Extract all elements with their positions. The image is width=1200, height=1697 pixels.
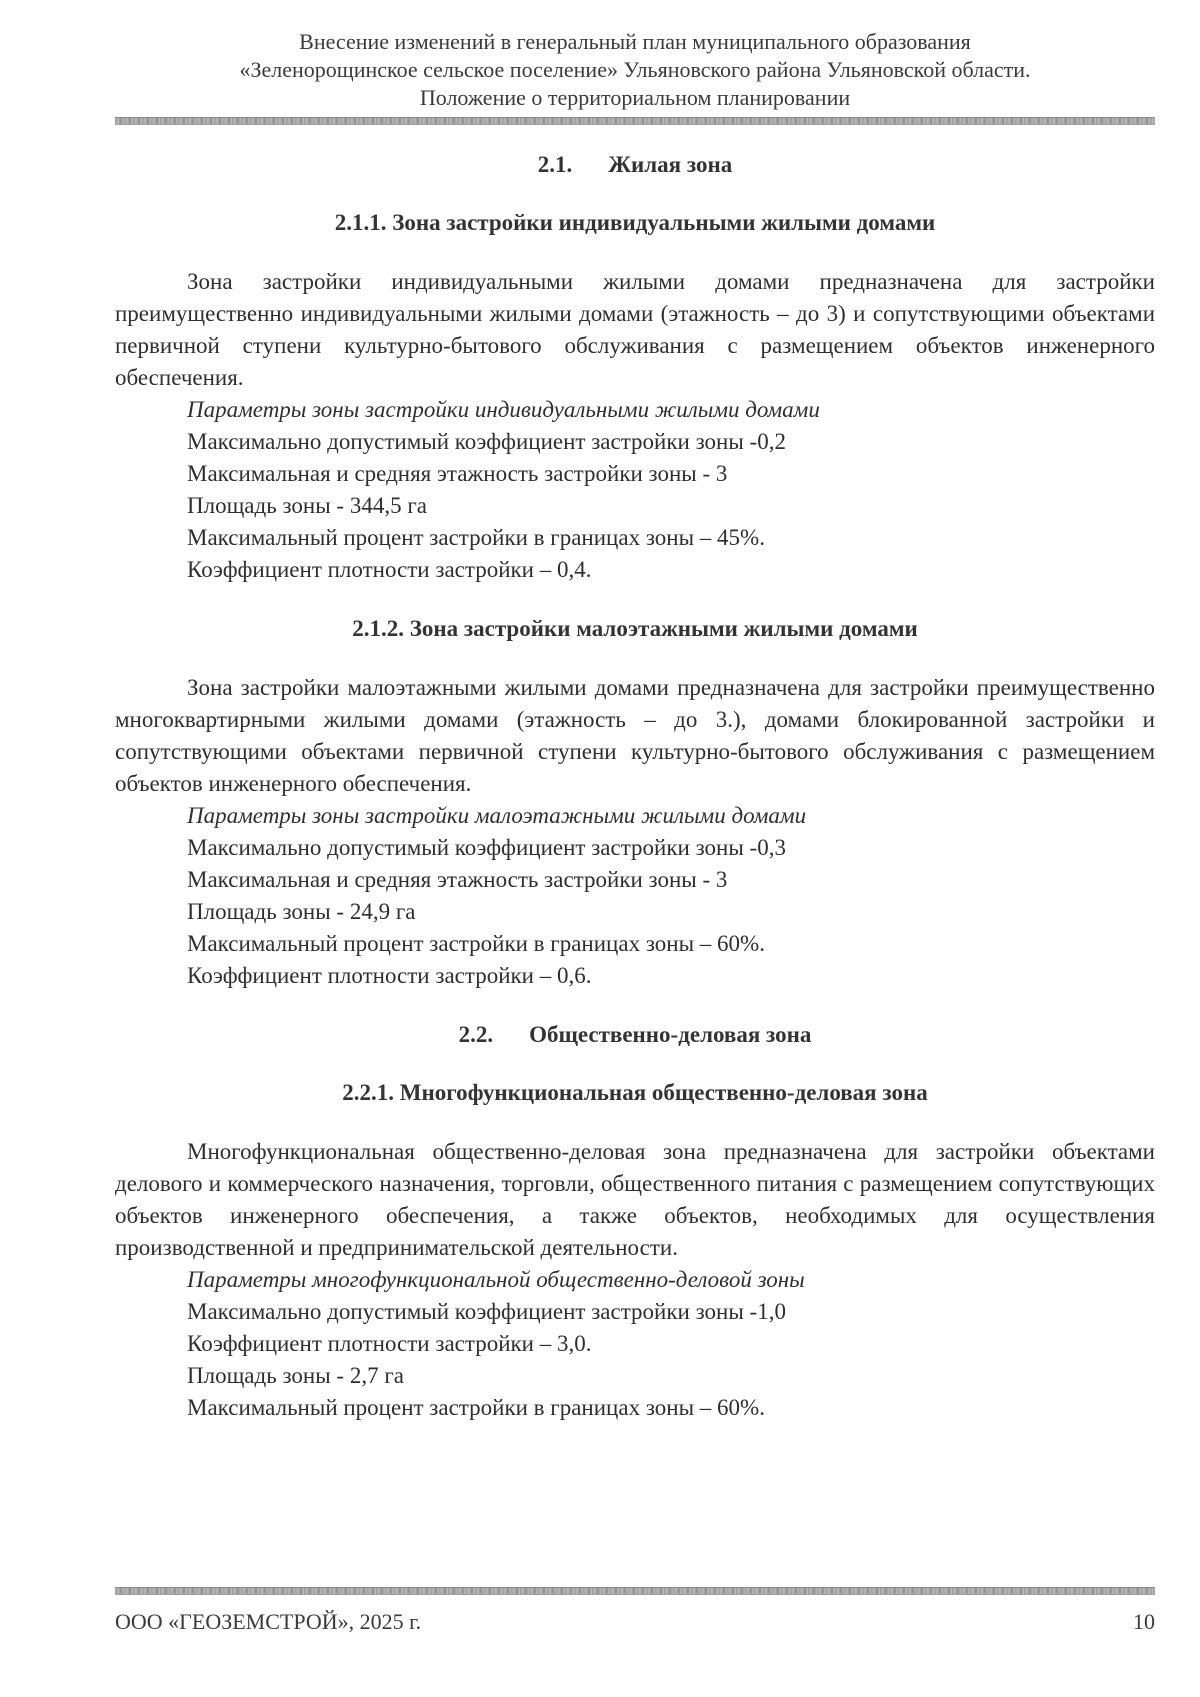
params-title: Параметры зоны застройки индивидуальными жилыми домами	[187, 397, 820, 422]
paragraph-2-2-1: Многофункциональная общественно-деловая зона предназначена для застройки объектами делового и коммерческого назначения, торговли, общественного питания с размещением сопутствующих объектов инженерного обеспечения, а также объектов, необходимых для осуществления производственной и предпринимательской деятельности.	[115, 1139, 1155, 1260]
paragraph-2-1-1: Зона застройки индивидуальными жилыми домами предназначена для застройки преимущественно индивидуальными жилыми домами (этажность – до 3) и сопутствующими объектами первичной ступени культурно-бытового обслуживания с размещением объектов инженерного обеспечения.	[115, 269, 1155, 390]
param-line: Площадь зоны - 2,7 га	[187, 1363, 404, 1388]
section-title: Жилая зона	[608, 152, 733, 177]
header-line-1: Внесение изменений в генеральный план муниципального образования	[299, 29, 971, 54]
params-block-2-2-1	[115, 1264, 1155, 1424]
section-number: 2.1.	[537, 152, 573, 177]
section-title: Общественно-деловая зона	[529, 1022, 812, 1047]
header-line-3: Положение о территориальном планировании	[419, 85, 851, 110]
param-line: Площадь зоны - 344,5 га	[187, 493, 427, 518]
footer-divider	[115, 1587, 1155, 1595]
param-line: Коэффициент плотности застройки – 3,0.	[187, 1331, 592, 1356]
param-line: Максимальный процент застройки в границах зоны – 60%.	[187, 931, 765, 956]
header-divider	[115, 117, 1155, 125]
subsection-heading-2-2-1: 2.2.1. Многофункциональная общественно-деловая зона	[342, 1080, 928, 1105]
param-line: Коэффициент плотности застройки – 0,4.	[187, 557, 592, 582]
param-line: Максимальная и средняя этажность застройки зоны - 3	[187, 867, 728, 892]
subsection-heading-2-1-2: 2.1.2. Зона застройки малоэтажными жилыми домами	[352, 616, 918, 641]
footer-organization: ООО «ГЕОЗЕМСТРОЙ», 2025 г.	[115, 1609, 422, 1634]
params-block-2-1-1	[115, 394, 1155, 586]
param-line: Максимально допустимый коэффициент застройки зоны -1,0	[187, 1299, 786, 1324]
page-number: 10	[1133, 1609, 1155, 1634]
page-header	[115, 28, 1155, 112]
section-number: 2.2.	[458, 1022, 494, 1047]
section-heading-2-1	[115, 150, 1155, 180]
page-body	[115, 150, 1155, 1424]
paragraph-2-1-2: Зона застройки малоэтажными жилыми домами предназначена для застройки преимущественно многоквартирными жилыми домами (этажность – до 3.), домами блокированной застройки и сопутствующими объектами первичной ступени культурно-бытового обслуживания с размещением объектов инженерного обеспечения.	[115, 675, 1155, 796]
param-line: Площадь зоны - 24,9 га	[187, 899, 416, 924]
params-title: Параметры многофункциональной общественно-деловой зоны	[187, 1267, 805, 1292]
param-line: Максимальный процент застройки в границах зоны – 45%.	[187, 525, 765, 550]
params-title: Параметры зоны застройки малоэтажными жилыми домами	[187, 803, 807, 828]
param-line: Максимальный процент застройки в границах зоны – 60%.	[187, 1395, 765, 1420]
param-line: Максимально допустимый коэффициент застройки зоны -0,3	[187, 835, 786, 860]
subsection-heading-2-1-1: 2.1.1. Зона застройки индивидуальными жилыми домами	[334, 210, 936, 235]
params-block-2-1-2	[115, 800, 1155, 992]
section-heading-2-2	[115, 1020, 1155, 1050]
param-line: Максимально допустимый коэффициент застройки зоны -0,2	[187, 429, 786, 454]
header-line-2: «Зеленорощинское сельское поселение» Ульяновского района Ульяновской области.	[239, 57, 1031, 82]
param-line: Максимальная и средняя этажность застройки зоны - 3	[187, 461, 728, 486]
param-line: Коэффициент плотности застройки – 0,6.	[187, 963, 592, 988]
